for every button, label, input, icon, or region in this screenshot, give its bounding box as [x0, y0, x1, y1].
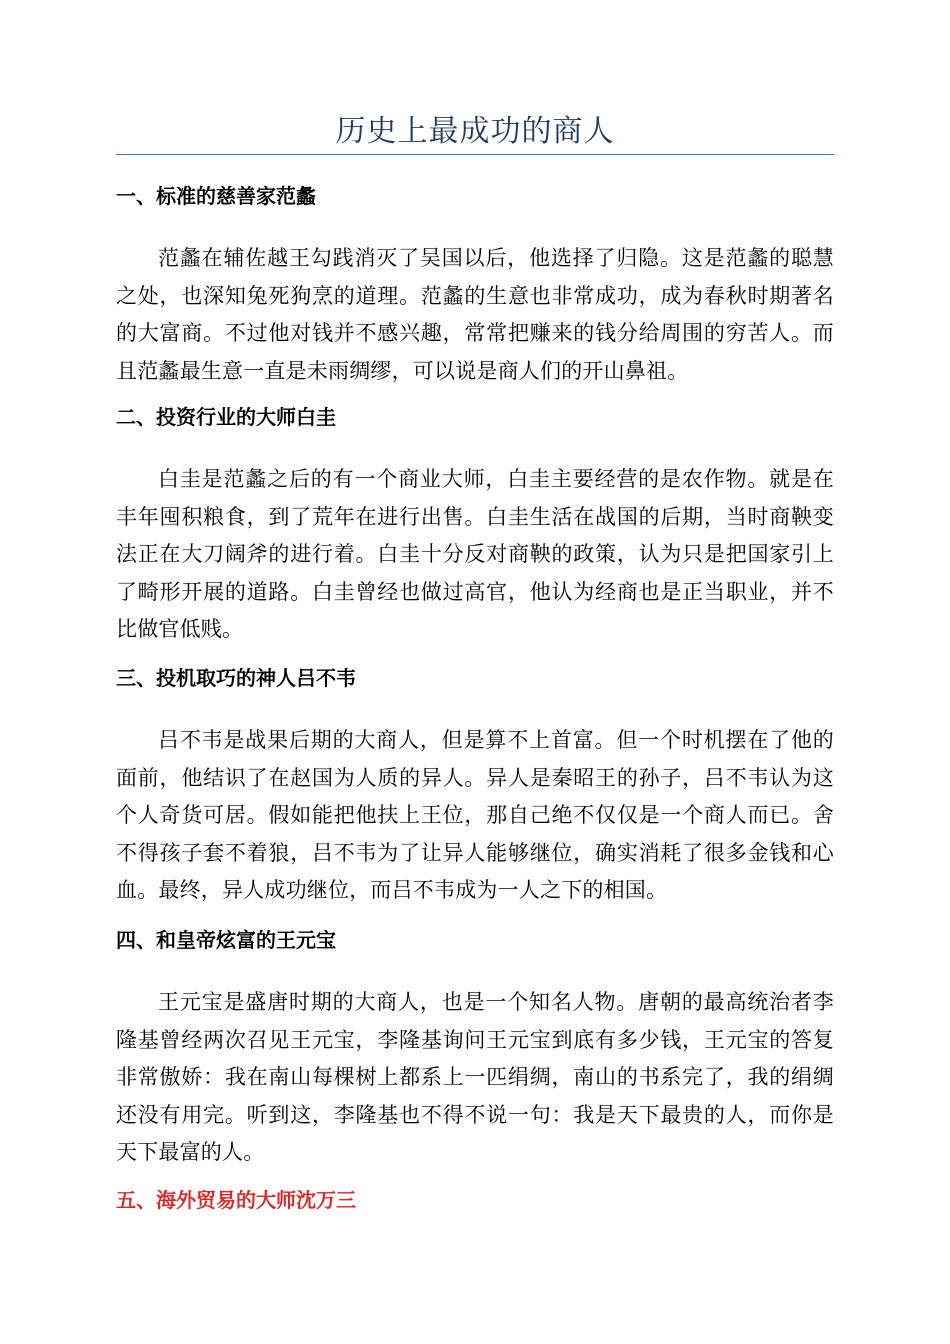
section-3 [116, 664, 834, 910]
section-5 [116, 1186, 834, 1214]
section-body-2: 白圭是范蠡之后的有一个商业大师，白圭主要经营的是农作物。就是在丰年囤积粮食，到了荒年在进行出售。白圭生活在战国的后期，当时商鞅变法正在大刀阔斧的进行着。白圭十分反对商鞅的政策，认为只是把国家引上了畸形开展的道路。白圭曾经也做过高官，他认为经商也是正当职业，并不比做官低贱。 [116, 467, 834, 642]
section-heading-4: 四、和皇帝炫富的王元宝 [116, 928, 336, 952]
section-body-3: 吕不韦是战果后期的大商人，但是算不上首富。但一个时机摆在了他的面前，他结识了在赵国为人质的异人。异人是秦昭王的孙子，吕不韦认为这个人奇货可居。假如能把他扶上王位，那自己绝不仅仅是一个商人而已。舍不得孩子套不着狼，吕不韦为了让异人能够继位，确实消耗了很多金钱和心血。最终，异人成功继位，而吕不韦成为一人之下的相国。 [116, 728, 834, 903]
section-heading-2: 二、投资行业的大师白圭 [116, 405, 336, 429]
section-body-4: 王元宝是盛唐时期的大商人，也是一个知名人物。唐朝的最高统治者李隆基曾经两次召见王元宝，李隆基询问王元宝到底有多少钱，王元宝的答复非常傲娇：我在南山每棵树上都系上一匹绢绸，南山的书系完了，我的绢绸还没有用完。听到这，李隆基也不得不说一句：我是天下最贵的人，而你是天下最富的人。 [116, 990, 834, 1165]
title-underline [116, 154, 834, 155]
section-heading-5: 五、海外贸易的大师沈万三 [116, 1188, 356, 1212]
page-title: 历史上最成功的商人 [335, 114, 615, 149]
section-body-1: 范蠡在辅佐越王勾践消灭了吴国以后，他选择了归隐。这是范蠡的聪慧之处，也深知兔死狗烹的道理。范蠡的生意也非常成功，成为春秋时期著名的大富商。不过他对钱并不感兴趣，常常把赚来的钱分给周围的穷苦人。而且范蠡最生意一直是未雨绸缪，可以说是商人们的开山鼻祖。 [116, 246, 834, 383]
section-heading-3: 三、投机取巧的神人吕不韦 [116, 666, 356, 690]
section-1 [116, 182, 834, 390]
section-2 [116, 403, 834, 649]
section-heading-1: 一、标准的慈善家范蠡 [116, 184, 316, 208]
section-4 [116, 926, 834, 1172]
